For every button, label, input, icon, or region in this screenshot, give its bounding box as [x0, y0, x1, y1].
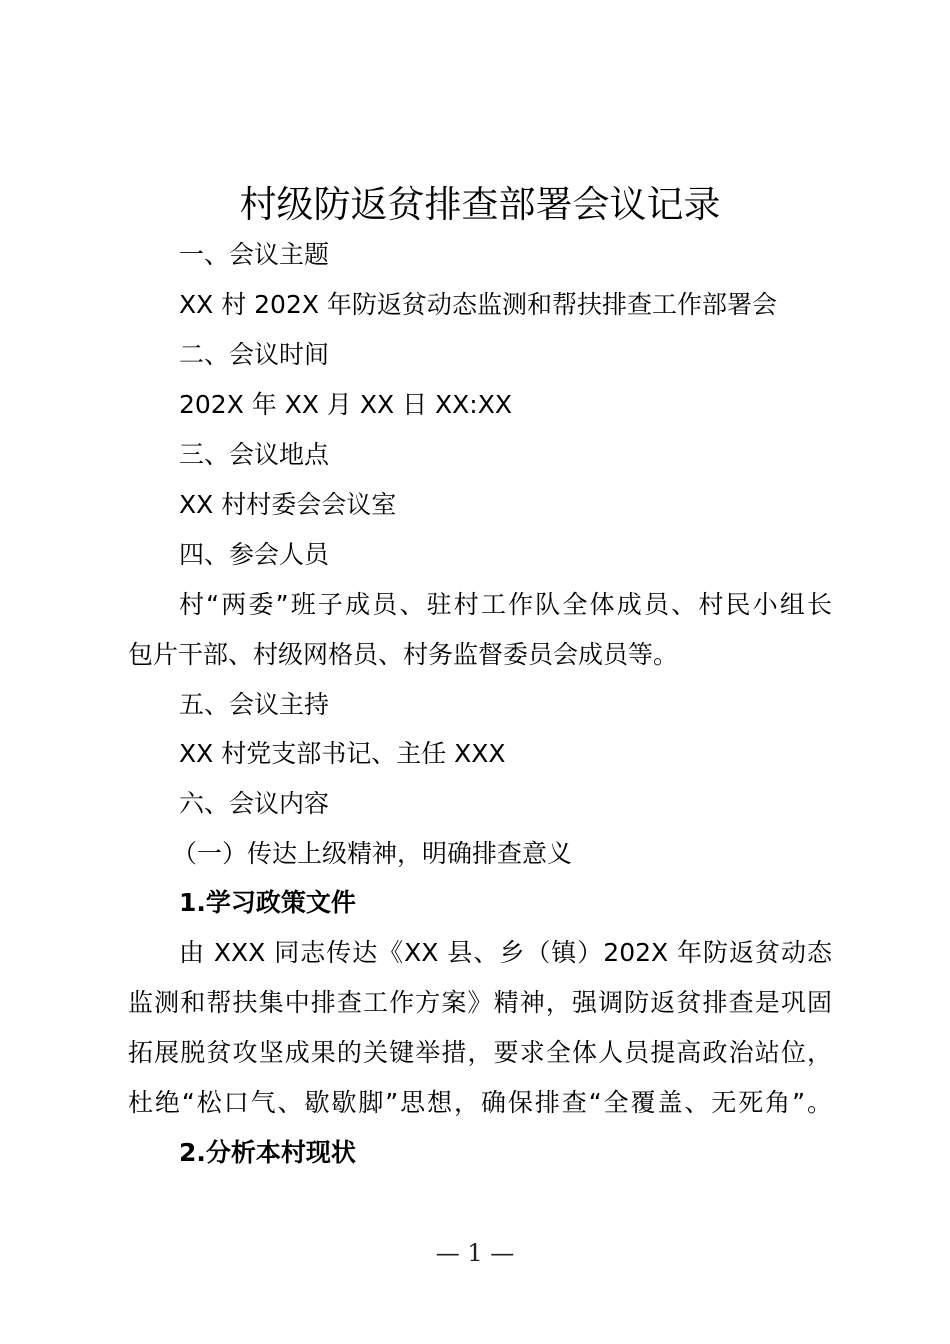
page-number: — 1 —: [435, 1239, 515, 1267]
section-heading-place: 三、会议地点: [179, 440, 330, 469]
item1-text-line-2: 监测和帮扶集中排查工作方案》精神，强调防返贫排查是巩固: [128, 988, 832, 1017]
document-title: 村级防返贫排查部署会议记录: [239, 183, 721, 226]
section-heading-topic: 一、会议主题: [179, 240, 330, 269]
section-heading-host: 五、会议主持: [179, 690, 330, 719]
subsection-heading-1: （一）传达上级精神，明确排查意义: [172, 839, 573, 868]
item1-text-line-4: 杜绝“松口气、歇歇脚”思想，确保排查“全覆盖、无死角”。: [128, 1088, 832, 1117]
item-heading-1: 1.学习政策文件: [179, 888, 356, 917]
section-heading-time: 二、会议时间: [179, 340, 330, 369]
host-text: XX 村党支部书记、主任 XXX: [179, 739, 506, 768]
attendees-text-line-2: 包片干部、村级网格员、村务监督委员会成员等。: [128, 640, 679, 669]
section-heading-attendees: 四、参会人员: [179, 540, 330, 569]
section-heading-content: 六、会议内容: [179, 789, 330, 818]
place-text: XX 村村委会会议室: [179, 490, 397, 519]
topic-text: XX 村 202X 年防返贫动态监测和帮扶排查工作部署会: [179, 290, 777, 319]
attendees-text-line-1: 村“两委”班子成员、驻村工作队全体成员、村民小组长: [179, 590, 832, 619]
item-heading-2: 2.分析本村现状: [179, 1138, 356, 1167]
time-text: 202X 年 XX 月 XX 日 XX:XX: [179, 390, 512, 419]
item1-text-line-1: 由 XXX 同志传达《XX 县、乡（镇）202X 年防返贫动态: [179, 938, 832, 967]
item1-text-line-3: 拓展脱贫攻坚成果的关键举措，要求全体人员提高政治站位，: [128, 1038, 832, 1067]
